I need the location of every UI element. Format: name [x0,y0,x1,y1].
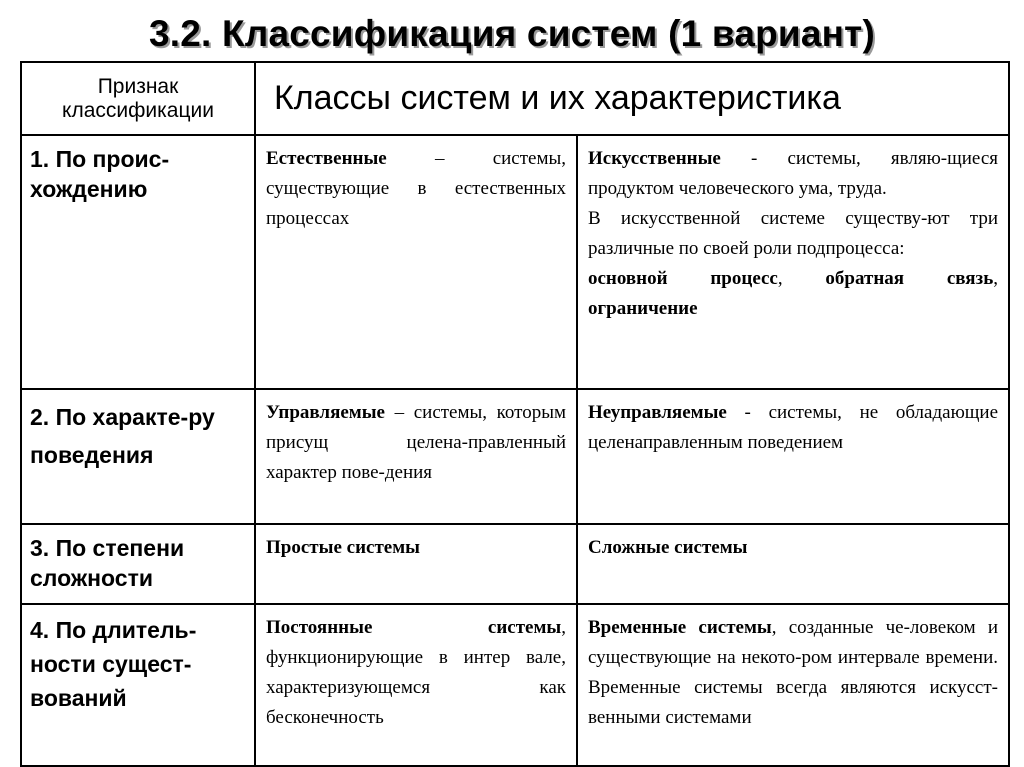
header-classes: Классы систем и их характеристика [255,62,1009,135]
subprocess-list: основной процесс, обратная связь, ограничение [588,268,998,319]
table-header-row [21,62,1009,135]
class-description: - системы, являю-щиеся продуктом человеческого ума, труда. [588,148,998,199]
class-name: Естественные [266,148,387,169]
class-name: Управляемые [266,402,385,423]
class-temporary [577,604,1009,766]
class-name: Искусственные [588,148,721,169]
row-criterion: 3. По степени сложности [21,524,255,604]
class-description: , функционирующие в интер вале, характеризующемся как бесконечность [266,617,566,728]
table-row [21,389,1009,524]
subprocess-intro: В искусственной системе существу-ют три различные по своей роли подпроцесса: [588,208,998,259]
class-name: Временные системы [588,617,772,638]
class-description: – системы, существующие в естественных процессах [266,148,566,229]
table-row [21,604,1009,766]
class-controlled [255,389,577,524]
classification-table [20,61,1010,767]
class-description: , созданные че-ловеком и существующие на некото-ром интервале времени. Временные системы всегда являются искусст-венными системами [588,617,998,728]
class-artificial [577,135,1009,389]
header-criterion: Признак классификации [21,62,255,135]
class-description: - системы, не обладающие целенаправленным поведением [588,402,998,453]
class-description: – системы, которым присущ целена-правленный характер пове-дения [266,402,566,483]
row-criterion: 1. По проис-хождению [21,135,255,389]
class-name: Постоянные системы [266,617,562,638]
row-criterion: 4. По длитель-ности сущест-вований [21,604,255,766]
class-name: Сложные системы [588,537,748,558]
table-row [21,524,1009,604]
class-name: Простые системы [266,537,420,558]
class-natural [255,135,577,389]
table-row [21,135,1009,389]
class-simple [255,524,577,604]
class-permanent [255,604,577,766]
class-uncontrolled [577,389,1009,524]
class-name: Неуправляемые [588,402,727,423]
row-criterion: 2. По характе-ру поведения [21,389,255,524]
slide-title: 3.2. Классификация систем (1 вариант) [148,13,876,54]
class-complex [577,524,1009,604]
